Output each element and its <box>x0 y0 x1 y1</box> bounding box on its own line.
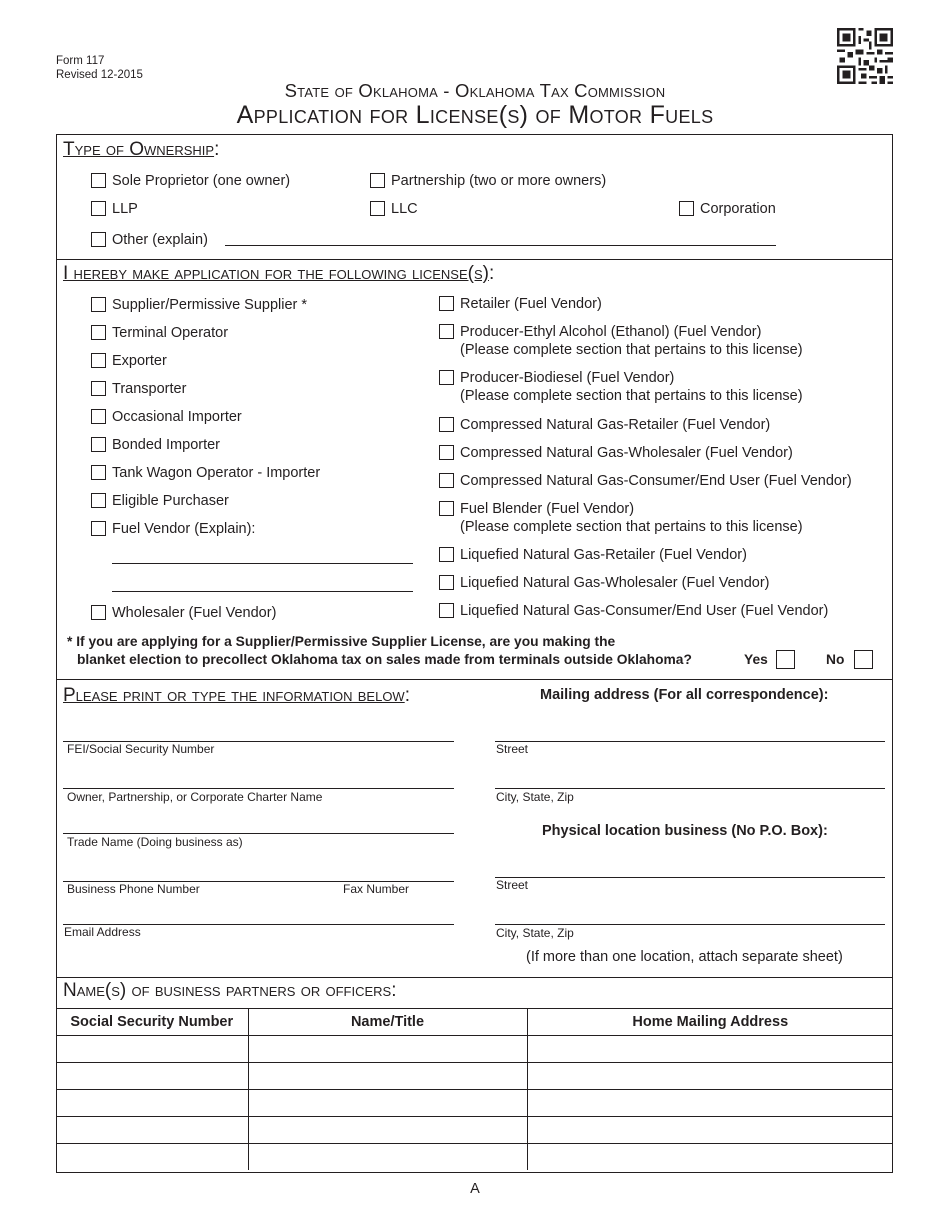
divider-licenses <box>56 679 893 680</box>
ownership-other[interactable]: Other (explain) <box>91 231 208 249</box>
license-occasional-importer[interactable] <box>91 408 242 426</box>
ssn-cell[interactable] <box>56 1090 248 1117</box>
supplier-footnote-line1: * If you are applying for a Supplier/Permissive Supplier License, are you making the <box>67 634 616 649</box>
phone-label: Business Phone Number <box>67 882 200 896</box>
license-label: Tank Wagon Operator - Importer <box>112 465 321 481</box>
license-checkbox[interactable] <box>439 417 454 432</box>
mailing-street-input-line[interactable] <box>495 741 885 742</box>
home-address-cell[interactable] <box>527 1090 893 1117</box>
physical-city-input-line[interactable] <box>495 924 885 925</box>
license-label: Liquefied Natural Gas-Wholesaler (Fuel Vendor) <box>460 575 770 591</box>
name-title-cell[interactable] <box>248 1144 527 1171</box>
location-note: (If more than one location, attach separate sheet) <box>526 949 843 965</box>
license-checkbox[interactable] <box>439 296 454 311</box>
officer-row <box>56 1144 893 1171</box>
license-right-1[interactable] <box>439 323 803 359</box>
home-address-cell[interactable] <box>527 1117 893 1144</box>
license-checkbox[interactable] <box>91 325 106 340</box>
sole-proprietor-checkbox[interactable] <box>91 173 106 188</box>
license-exporter[interactable] <box>91 352 167 370</box>
yes-checkbox[interactable] <box>776 650 795 669</box>
license-right-6[interactable] <box>439 500 803 536</box>
license-checkbox[interactable] <box>439 603 454 618</box>
license-checkbox[interactable] <box>91 521 106 536</box>
license-checkbox[interactable] <box>91 605 106 620</box>
license-label: Liquefied Natural Gas-Retailer (Fuel Vendor) <box>460 547 747 563</box>
license-label: Compressed Natural Gas-Wholesaler (Fuel Vendor) <box>460 445 793 461</box>
license-transporter[interactable] <box>91 380 186 398</box>
license-label: Occasional Importer <box>112 409 242 425</box>
license-checkbox[interactable] <box>439 445 454 460</box>
name-title-column-header: Name/Title <box>248 1009 527 1036</box>
ssn-cell[interactable] <box>56 1144 248 1171</box>
ownership-section-title: Type of Ownership: <box>63 139 220 160</box>
yes-label: Yes <box>744 652 768 667</box>
home-address-cell[interactable] <box>527 1144 893 1171</box>
license-label: Producer-Biodiesel (Fuel Vendor) <box>460 370 675 386</box>
licenses-section-title: I hereby make application for the following license(s): <box>63 263 495 284</box>
license-label: Fuel Blender (Fuel Vendor) <box>460 501 635 517</box>
license-label: Compressed Natural Gas-Retailer (Fuel Vendor) <box>460 417 771 433</box>
name-title-cell[interactable] <box>248 1036 527 1063</box>
fax-label: Fax Number <box>343 882 410 896</box>
page-label: A <box>470 1181 480 1197</box>
license-checkbox[interactable] <box>439 575 454 590</box>
officer-row <box>56 1090 893 1117</box>
owner-name-input-line[interactable] <box>63 788 454 789</box>
license-right-3[interactable] <box>439 416 770 434</box>
license-label: Liquefied Natural Gas-Consumer/End User (Fuel Vendor) <box>460 603 829 619</box>
form-title: Application for License(s) of Motor Fuels <box>236 101 714 129</box>
license-right-0[interactable] <box>439 295 602 313</box>
license-label: Wholesaler (Fuel Vendor) <box>112 605 277 621</box>
ownership-llp[interactable]: LLP <box>91 200 138 218</box>
physical-street-input-line[interactable] <box>495 877 885 878</box>
form-number: Form 117 <box>56 55 105 67</box>
mailing-address-heading: Mailing address (For all correspondence): <box>540 687 829 703</box>
trade-name-input-line[interactable] <box>63 833 454 834</box>
qr-code-icon <box>837 28 893 84</box>
license-checkbox[interactable] <box>439 473 454 488</box>
name-title-cell[interactable] <box>248 1063 527 1090</box>
officers-table <box>56 1008 893 1170</box>
license-checkbox[interactable] <box>91 465 106 480</box>
corporation-checkbox[interactable] <box>679 201 694 216</box>
ssn-cell[interactable] <box>56 1063 248 1090</box>
partnership-checkbox[interactable] <box>370 173 385 188</box>
license-label: Producer-Ethyl Alcohol (Ethanol) (Fuel Vendor) <box>460 324 762 340</box>
home-address-cell[interactable] <box>527 1036 893 1063</box>
owner-name-label: Owner, Partnership, or Corporate Charter Name <box>67 790 323 804</box>
other-checkbox[interactable] <box>91 232 106 247</box>
trade-name-label: Trade Name (Doing business as) <box>67 835 243 849</box>
divider-info <box>56 977 893 978</box>
llp-checkbox[interactable] <box>91 201 106 216</box>
officer-row <box>56 1117 893 1144</box>
license-supplier[interactable] <box>91 296 307 314</box>
ssn-column-header: Social Security Number <box>56 1009 248 1036</box>
license-label: Supplier/Permissive Supplier * <box>112 297 308 313</box>
license-checkbox[interactable] <box>91 381 106 396</box>
license-fuel-vendor[interactable] <box>91 520 255 538</box>
license-checkbox[interactable] <box>439 370 454 385</box>
fuel-vendor-explain-line-2[interactable] <box>112 591 413 592</box>
license-right-5[interactable] <box>439 472 852 490</box>
license-right-2[interactable] <box>439 369 803 405</box>
license-checkbox[interactable] <box>91 353 106 368</box>
license-checkbox[interactable] <box>439 547 454 562</box>
llc-checkbox[interactable] <box>370 201 385 216</box>
ownership-sole-proprietor[interactable]: Sole Proprietor (one owner) <box>91 172 290 190</box>
license-label: Terminal Operator <box>112 325 229 341</box>
officer-row <box>56 1063 893 1090</box>
license-label: Retailer (Fuel Vendor) <box>460 296 602 312</box>
fei-label: FEI/Social Security Number <box>67 742 215 756</box>
email-label: Email Address <box>64 925 141 939</box>
physical-city-label: City, State, Zip <box>496 926 574 940</box>
license-right-9[interactable] <box>439 602 828 620</box>
ownership-corporation[interactable]: Corporation <box>679 200 776 218</box>
license-eligible-purchaser[interactable] <box>91 492 229 510</box>
license-checkbox[interactable] <box>439 501 454 516</box>
home-address-column-header: Home Mailing Address <box>527 1009 893 1036</box>
license-bonded-importer[interactable] <box>91 436 220 454</box>
home-address-cell[interactable] <box>527 1063 893 1090</box>
license-checkbox[interactable] <box>91 437 106 452</box>
no-label: No <box>826 652 845 667</box>
agency-title: State of Oklahoma - Oklahoma Tax Commission <box>284 80 666 101</box>
officers-section-title: Name(s) of business partners or officers: <box>63 980 397 1001</box>
fuel-vendor-explain-line-1[interactable] <box>112 563 413 564</box>
license-label: Fuel Vendor (Explain): <box>112 521 256 537</box>
license-label: Exporter <box>112 353 167 369</box>
license-checkbox[interactable] <box>91 409 106 424</box>
name-title-cell[interactable] <box>248 1090 527 1117</box>
license-label: Compressed Natural Gas-Consumer/End User (Fuel Vendor) <box>460 473 852 489</box>
name-title-cell[interactable] <box>248 1117 527 1144</box>
other-explain-line[interactable] <box>225 245 776 246</box>
license-right-4[interactable] <box>439 444 793 462</box>
license-tank-wagon-operator[interactable] <box>91 464 320 482</box>
mailing-city-input-line[interactable] <box>495 788 885 789</box>
info-section-title: Please print or type the information below: <box>63 685 410 706</box>
license-checkbox[interactable] <box>91 297 106 312</box>
no-checkbox[interactable] <box>854 650 873 669</box>
license-wholesaler[interactable] <box>91 604 276 622</box>
license-note: (Please complete section that pertains to this license) <box>460 519 803 535</box>
license-label: Eligible Purchaser <box>112 493 229 509</box>
license-right-7[interactable] <box>439 546 747 564</box>
physical-street-label: Street <box>496 878 529 892</box>
divider-ownership <box>56 259 893 260</box>
license-note: (Please complete section that pertains to this license) <box>460 342 803 358</box>
ownership-llc[interactable]: LLC <box>370 200 418 218</box>
license-note: (Please complete section that pertains to this license) <box>460 388 803 404</box>
license-label: Bonded Importer <box>112 437 221 453</box>
mailing-street-label: Street <box>496 742 529 756</box>
license-terminal-operator[interactable] <box>91 324 228 342</box>
license-checkbox[interactable] <box>91 493 106 508</box>
officers-header-row <box>56 1009 893 1036</box>
mailing-city-label: City, State, Zip <box>496 790 574 804</box>
supplier-footnote-line2: blanket election to precollect Oklahoma tax on sales made from terminals outside Oklahoma? <box>77 652 692 667</box>
ownership-partnership[interactable]: Partnership (two or more owners) <box>370 172 606 190</box>
license-label: Transporter <box>112 381 187 397</box>
ssn-cell[interactable] <box>56 1117 248 1144</box>
physical-location-heading: Physical location business (No P.O. Box): <box>542 823 828 839</box>
license-right-8[interactable] <box>439 574 769 592</box>
revision-date: Revised 12-2015 <box>56 69 143 81</box>
officer-row <box>56 1036 893 1063</box>
license-checkbox[interactable] <box>439 324 454 339</box>
ssn-cell[interactable] <box>56 1036 248 1063</box>
